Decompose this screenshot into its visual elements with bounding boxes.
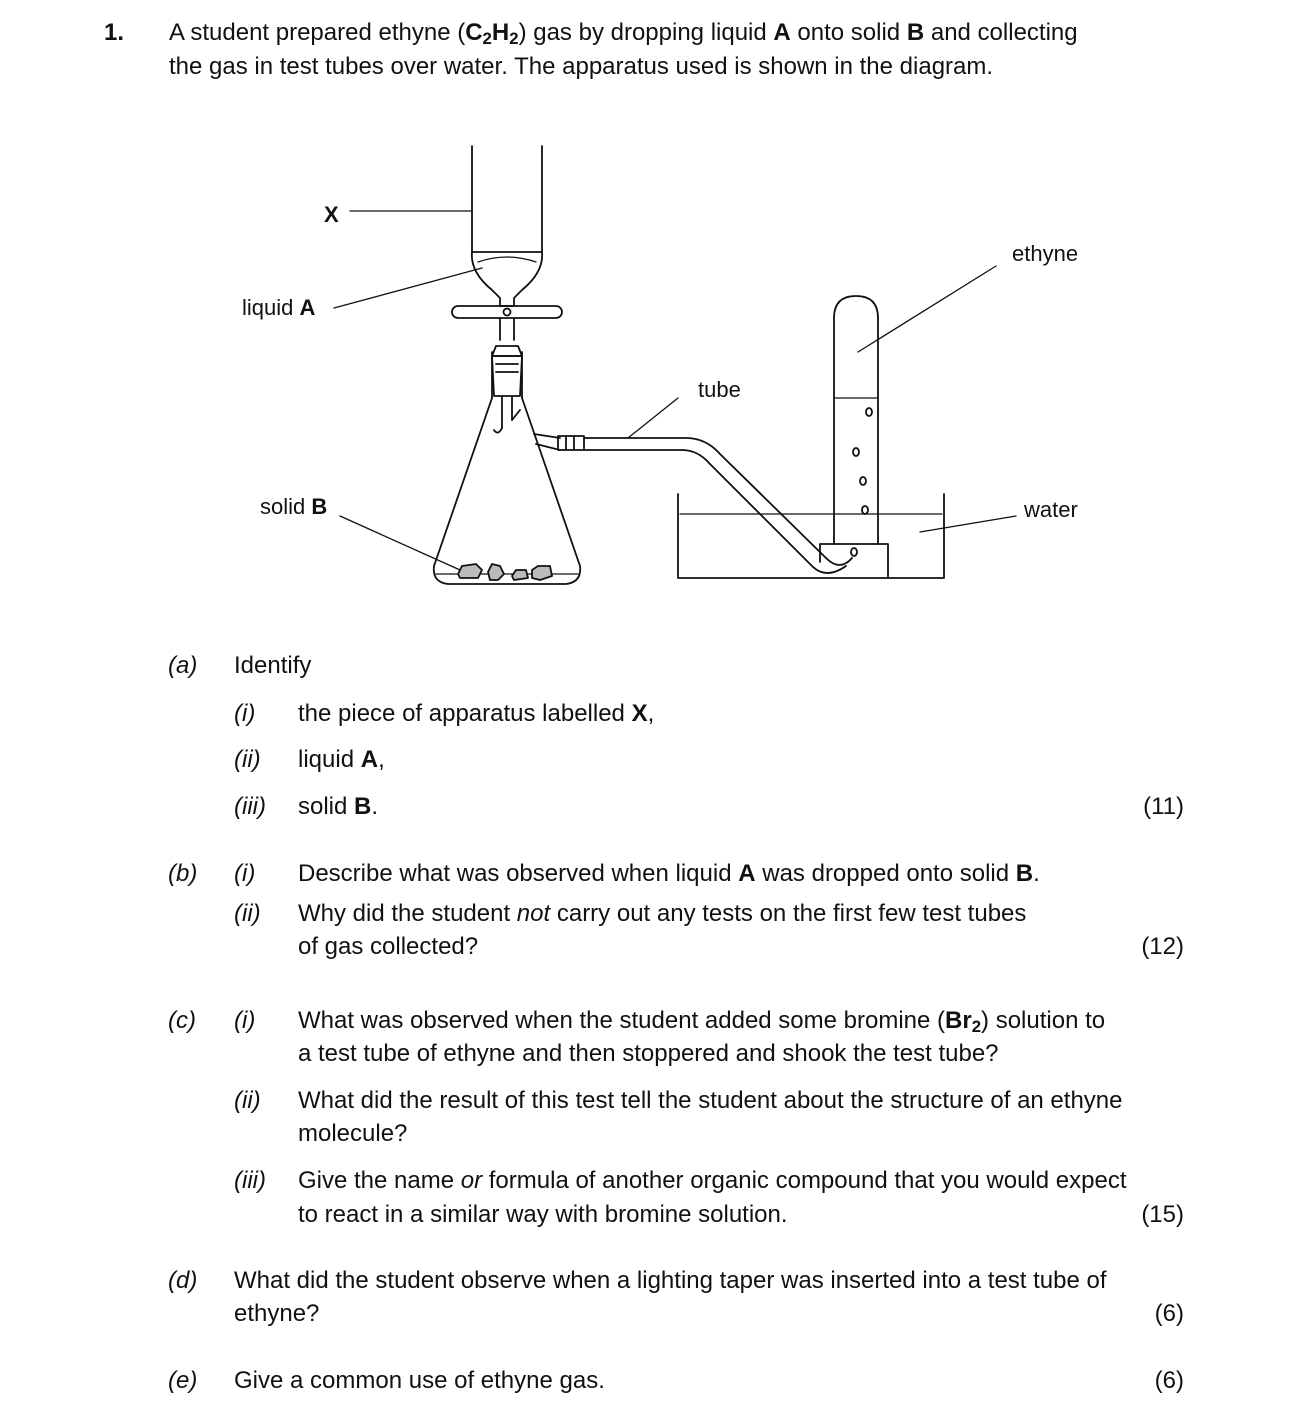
gas-bubbles bbox=[851, 408, 872, 556]
part-c-i-line-1: What was observed when the student added some bromine $(Br_2)$ solution to bbox=[298, 1007, 1106, 1036]
part-a-i-label: (i) bbox=[234, 700, 256, 727]
part-a-i-text: the piece of apparatus labelled X, bbox=[298, 700, 655, 727]
part-d-line-1: What did the student observe when a lighting taper was inserted into a test tube of bbox=[234, 1267, 1107, 1294]
part-b-i-label: (i) bbox=[234, 860, 256, 887]
question-number: 1. bbox=[104, 19, 125, 46]
label-solid-b: solid B bbox=[260, 494, 328, 519]
part-c-iii-label: (iii) bbox=[234, 1167, 266, 1194]
label-ethyne: ethyne bbox=[1012, 241, 1079, 266]
intro-line-2: the gas in test tubes over water. The apparatus used is shown in the diagram. bbox=[169, 53, 994, 80]
part-e-marks: (6) bbox=[1154, 1367, 1184, 1394]
label-leaders bbox=[334, 211, 1016, 570]
solid-b-lumps bbox=[458, 564, 552, 580]
part-e-label: (e) bbox=[168, 1367, 198, 1394]
part-d-line-2: ethyne? bbox=[234, 1300, 320, 1327]
part-a-stem: Identify bbox=[234, 652, 312, 679]
dropping-funnel bbox=[452, 146, 562, 433]
label-x: X bbox=[324, 202, 339, 227]
part-c-label: (c) bbox=[168, 1007, 196, 1034]
part-c-iii-line-2: to react in a similar way with bromine solution. bbox=[298, 1201, 788, 1228]
part-c-iii-line-1: Give the name or formula of another organic compound that you would expect bbox=[298, 1167, 1127, 1194]
label-tube: tube bbox=[698, 377, 741, 402]
part-c-ii-line-1: What did the result of this test tell the student about the structure of an ethyne bbox=[298, 1087, 1123, 1114]
part-c-ii-label: (ii) bbox=[234, 1087, 261, 1114]
label-liquid-a: liquid A bbox=[242, 295, 316, 320]
part-c-i-line-2: a test tube of ethyne and then stoppered and shook the test tube? bbox=[298, 1040, 999, 1067]
part-b-ii-line-1: Why did the student not carry out any tests on the first few test tubes bbox=[298, 900, 1027, 927]
delivery-tube bbox=[584, 438, 852, 573]
part-a-ii-text: liquid A, bbox=[298, 746, 385, 773]
part-a-ii-label: (ii) bbox=[234, 746, 261, 773]
label-water: water bbox=[1024, 497, 1078, 522]
part-d-label: (d) bbox=[168, 1267, 198, 1294]
part-e-text: Give a common use of ethyne gas. bbox=[234, 1367, 605, 1394]
part-b-i-text: Describe what was observed when liquid A was dropped onto solid B. bbox=[298, 860, 1040, 887]
intro-line-1: A student prepared ethyne $(C_2H_2)$ gas by dropping liquid A onto solid B and collecting bbox=[169, 19, 1078, 48]
conical-flask bbox=[434, 352, 584, 584]
part-b-ii-label: (ii) bbox=[234, 900, 261, 927]
part-b-marks: (12) bbox=[1141, 933, 1184, 960]
part-c-ii-line-2: molecule? bbox=[298, 1120, 408, 1147]
part-c-i-label: (i) bbox=[234, 1007, 256, 1034]
part-d-marks: (6) bbox=[1154, 1300, 1184, 1327]
part-a-marks: (11) bbox=[1143, 793, 1184, 820]
part-b-label: (b) bbox=[168, 860, 198, 887]
part-c-marks: (15) bbox=[1141, 1201, 1184, 1228]
part-a-iii-label: (iii) bbox=[234, 793, 266, 820]
part-a-iii-text: solid B. bbox=[298, 793, 379, 820]
part-b-ii-line-2: of gas collected? bbox=[298, 933, 479, 960]
part-a-label: (a) bbox=[168, 652, 198, 679]
apparatus-diagram bbox=[0, 0, 1316, 640]
test-tube bbox=[834, 296, 878, 544]
